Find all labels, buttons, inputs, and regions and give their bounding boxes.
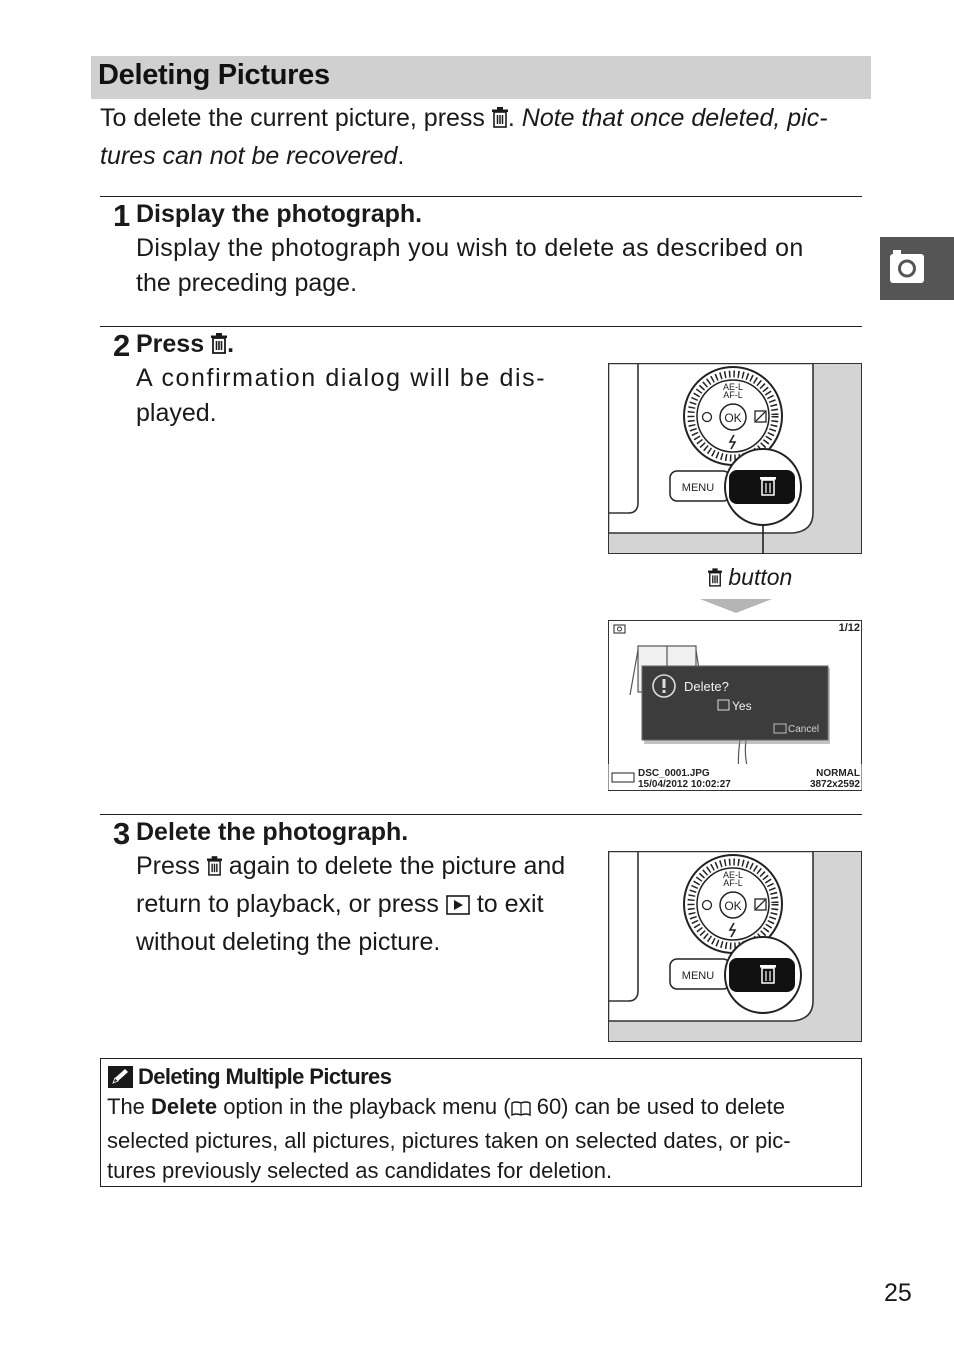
svg-text:AF-L: AF-L [723, 878, 743, 888]
step-1-number: 1 [113, 198, 130, 233]
svg-text:OK: OK [724, 899, 742, 913]
svg-text:1/12: 1/12 [838, 622, 860, 634]
playback-icon [446, 890, 470, 925]
down-arrow-icon [700, 599, 772, 613]
book-icon [511, 1095, 531, 1126]
camera-back-figure-2 [608, 851, 862, 1042]
pencil-icon [108, 1066, 133, 1088]
section-title: Deleting Pictures [98, 59, 330, 91]
trash-button-caption: button [708, 562, 792, 595]
svg-text:15/04/2012 10:02:27: 15/04/2012 10:02:27 [638, 779, 731, 790]
delete-dialog-screen [608, 620, 862, 791]
svg-text:NORMAL: NORMAL [816, 768, 860, 779]
note-title: Deleting Multiple Pictures [138, 1064, 392, 1089]
trash-icon [708, 565, 722, 595]
svg-text:Yes: Yes [732, 699, 752, 713]
trash-icon [492, 104, 508, 139]
svg-text:AE-L: AE-L [722, 382, 744, 392]
step-1-title: Display the photograph. [136, 200, 423, 228]
step-3-body: Press again to delete the picture and return to playback, or press to exit without deleting the picture. [136, 852, 566, 956]
svg-text:MENU: MENU [681, 482, 715, 494]
step-2-title: Press . [136, 327, 234, 364]
camera-tab [880, 237, 954, 300]
step-2-number: 2 [113, 328, 130, 363]
page-number: 25 [884, 1279, 912, 1307]
svg-text:Delete?: Delete? [684, 679, 729, 694]
svg-text:OK: OK [724, 411, 742, 425]
svg-text:3872x2592: 3872x2592 [809, 779, 860, 790]
svg-text:AF-L: AF-L [723, 390, 743, 400]
intro-paragraph: To delete the current picture, press . Note that once deleted, pic- tures can not be recovered. [100, 104, 828, 170]
trash-icon [211, 330, 227, 364]
svg-text:AE-L: AE-L [722, 870, 744, 880]
step-3-number: 3 [113, 816, 130, 851]
camera-icon [880, 237, 954, 300]
svg-text:MENU: MENU [681, 970, 715, 982]
note-body: The Delete option in the playback menu ( 60) can be used to delete selected pictures, all pictures, pictures taken on selected dates, or pic- tures previously selected as candidates for deletion. [107, 1094, 791, 1183]
camera-back-figure-1 [608, 363, 862, 554]
step-1-body: Display the photograph you wish to delete as described on the preceding page. [136, 234, 804, 297]
svg-text:Cancel: Cancel [788, 724, 820, 735]
trash-icon [207, 852, 222, 887]
step-2-body: A confirmation dialog will be dis- played. [136, 364, 547, 427]
svg-text:DSC_0001.JPG: DSC_0001.JPG [638, 768, 710, 779]
step-3-title: Delete the photograph. [136, 818, 409, 846]
